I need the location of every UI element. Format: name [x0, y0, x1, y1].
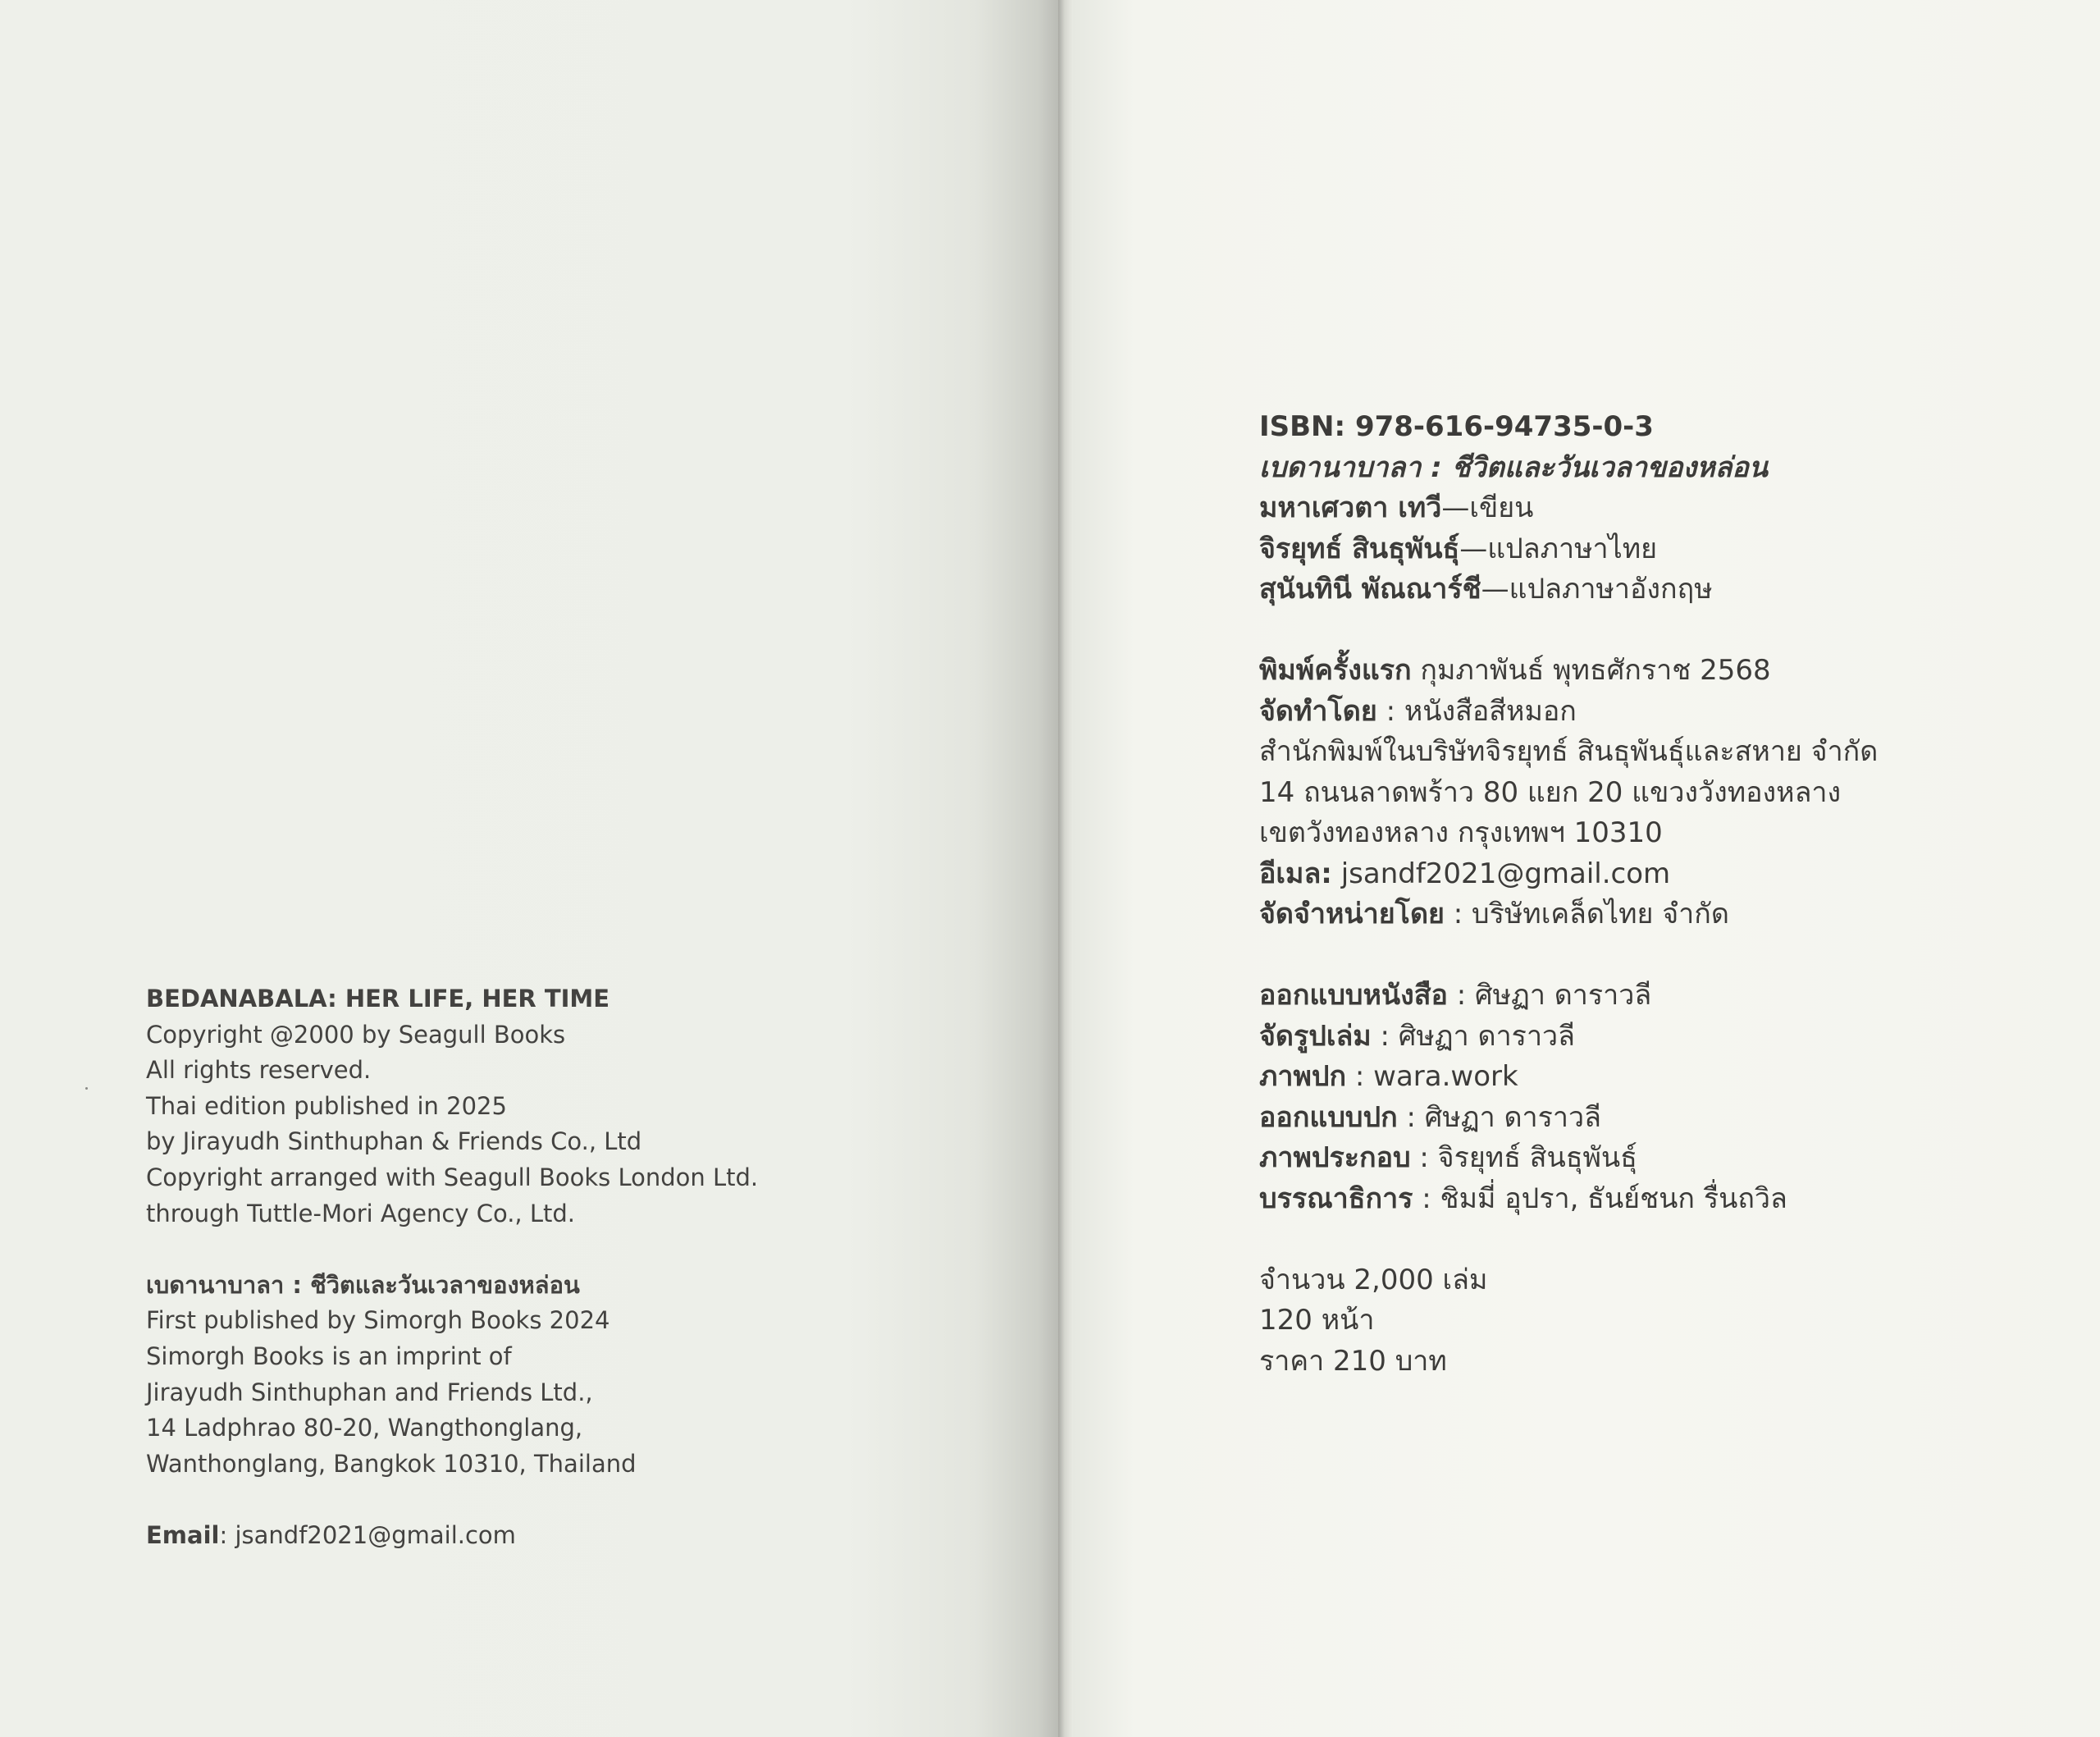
design-credit-label: ออกแบบหนังสือ	[1259, 979, 1448, 1012]
design-credit-line	[1259, 1138, 2047, 1179]
credit-name: สุนันทินี พัณณาร์ชี	[1259, 573, 1481, 606]
distributor-label: จัดจำหน่ายโดย	[1259, 898, 1445, 930]
address-line: เขตวังทองหลาง กรุงเทพฯ 10310	[1259, 816, 1663, 849]
email-line-right	[1259, 854, 2047, 895]
credit-line	[1259, 488, 2047, 529]
book-gutter	[1058, 0, 1075, 1737]
publisher-line: Wanthonglang, Bangkok 10310, Thailand	[146, 1449, 637, 1478]
credit-role: —แปลภาษาไทย	[1459, 532, 1658, 565]
first-print-value: กุมภาพันธ์ พุทธศักราช 2568	[1411, 654, 1771, 687]
address-line: 14 ถนนลาดพร้าว 80 แยก 20 แขวงวังทองหลาง	[1259, 775, 1842, 809]
thai-title-right: เบดานาบาลา : ชีวิตและวันเวลาของหล่อน	[1259, 450, 1768, 484]
design-credit-value: : ศิษฏา ดาราวลี	[1371, 1019, 1575, 1053]
copyright-block	[146, 981, 999, 1554]
publisher-line: Simorgh Books is an imprint of	[146, 1342, 512, 1370]
imprint-block	[1259, 407, 2047, 1382]
design-credit-value: : ชิมมี่ อุปรา, ธันย์ชนก รื่นถวิล	[1413, 1182, 1787, 1215]
credit-name: จิรยุทธ์ สินธุพันธุ์	[1259, 532, 1460, 565]
price: ราคา 210 บาท	[1259, 1344, 1447, 1378]
design-credit-line	[1259, 1017, 2047, 1058]
copyright-line: through Tuttle-Mori Agency Co., Ltd.	[146, 1199, 576, 1227]
email-value: jsandf2021@gmail.com	[1331, 857, 1671, 890]
design-credit-line	[1259, 976, 2047, 1017]
publisher-line: 14 Ladphrao 80-20, Wangthonglang,	[146, 1414, 583, 1442]
design-credit-label: ภาพปก	[1259, 1060, 1347, 1093]
design-credit-label: ออกแบบปก	[1259, 1100, 1398, 1134]
produced-by-label: จัดทำโดย	[1259, 694, 1377, 728]
email-label: อีเมล:	[1259, 857, 1332, 890]
credit-name: มหาเศวตา เทวี	[1259, 491, 1442, 524]
first-print-line	[1259, 651, 2047, 692]
paper-speck	[85, 1087, 88, 1090]
design-credit-line	[1259, 1057, 2047, 1098]
design-credit-label: บรรณาธิการ	[1259, 1182, 1413, 1215]
produced-by-line	[1259, 692, 2047, 733]
produced-by-value: : หนังสือสีหมอก	[1376, 694, 1577, 728]
credit-line	[1259, 529, 2047, 570]
first-print-label: พิมพ์ครั้งแรก	[1259, 654, 1412, 687]
distributor-value: : บริษัทเคล็ดไทย จำกัด	[1444, 898, 1729, 930]
design-credit-value: : ศิษฏา ดาราวลี	[1447, 979, 1652, 1012]
english-title: BEDANABALA: HER LIFE, HER TIME	[146, 985, 610, 1012]
thai-title-left: เบดานาบาลา : ชีวิตและวันเวลาของหล่อน	[146, 1270, 580, 1299]
publisher-line: First published by Simorgh Books 2024	[146, 1306, 610, 1335]
copyright-line: Copyright @2000 by Seagull Books	[146, 1020, 566, 1049]
design-credit-label: ภาพประกอบ	[1259, 1141, 1411, 1174]
print-run: จำนวน 2,000 เล่ม	[1259, 1263, 1488, 1296]
address-line: สำนักพิมพ์ในบริษัทจิรยุทธ์ สินธุพันธุ์และสหาย จำกัด	[1259, 735, 1879, 768]
design-credit-value: : ศิษฏา ดาราวลี	[1397, 1100, 1601, 1134]
page-count: 120 หน้า	[1259, 1304, 1375, 1337]
publisher-line: Jirayudh Sinthuphan and Friends Ltd.,	[146, 1378, 593, 1406]
email-value: : jsandf2021@gmail.com	[219, 1520, 516, 1549]
copyright-line: Thai edition published in 2025	[146, 1091, 507, 1120]
credit-line	[1259, 569, 2047, 610]
design-credit-label: จัดรูปเล่ม	[1259, 1019, 1372, 1053]
design-credit-value: : จิรยุทธ์ สินธุพันธุ์	[1410, 1141, 1637, 1174]
copyright-line: All rights reserved.	[146, 1056, 372, 1085]
credit-role: —เขียน	[1441, 491, 1534, 524]
copyright-line: by Jirayudh Sinthuphan & Friends Co., Ltd	[146, 1127, 642, 1156]
design-credit-value: : wara.work	[1346, 1060, 1518, 1093]
copyright-line: Copyright arranged with Seagull Books London Ltd.	[146, 1163, 759, 1191]
design-credit-line	[1259, 1098, 2047, 1139]
distributor-line	[1259, 894, 2047, 935]
email-line-left	[146, 1518, 999, 1554]
credit-role: —แปลภาษาอังกฤษ	[1481, 573, 1713, 606]
isbn: ISBN: 978-616-94735-0-3	[1259, 410, 1654, 443]
design-credit-line	[1259, 1179, 2047, 1220]
email-label: Email	[146, 1520, 220, 1549]
